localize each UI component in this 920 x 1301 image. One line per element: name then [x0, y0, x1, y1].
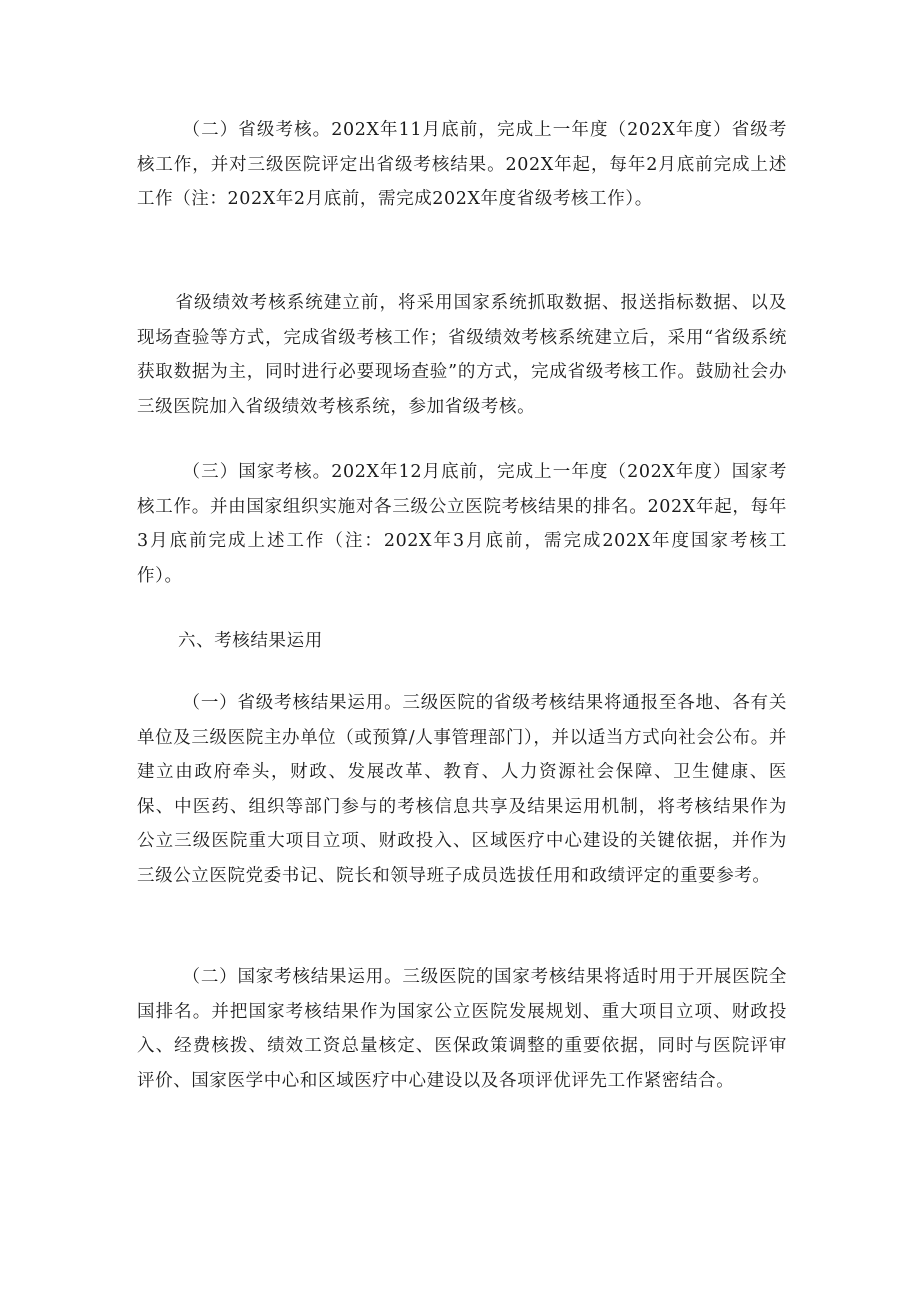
paragraph-national-assessment: （三）国家考核。202X年12月底前，完成上一年度（202X年度）国家考核工作。并由国家组织实施对各三级公立医院考核结果的排名。202X年起，每年3月底前完成上述工作（注：202X年3月底前，需完成202X年度国家考核工作）。: [137, 462, 787, 586]
section-heading-results-use: 六、考核结果运用: [178, 631, 323, 651]
paragraph-provincial-results-use: （一）省级考核结果运用。三级医院的省级考核结果将通报至各地、各有关单位及三级医院主办单位（或预算/人事管理部门），并以适当方式向社会公布。并建立由政府牵头，财政、发展改革、教育、人力资源社会保障、卫生健康、医保、中医药、组织等部门参与的考核信息共享及结果运用机制，将考核结果作为公立三级医院重大项目立项、财政投入、区域医疗中心建设的关键依据，并作为三级公立医院党委书记、院长和领导班子成员选拔任用和政绩评定的重要参考。: [137, 693, 787, 886]
paragraph-provincial-assessment: （二）省级考核。202X年11月底前，完成上一年度（202X年度）省级考核工作，并对三级医院评定出省级考核结果。202X年起，每年2月底前完成上述工作（注：202X年2月底前，需完成202X年度省级考核工作）。: [137, 120, 787, 209]
paragraph-provincial-system: 省级绩效考核系统建立前，将采用国家系统抓取数据、报送指标数据、以及现场查验等方式，完成省级考核工作；省级绩效考核系统建立后，采用“省级系统获取数据为主，同时进行必要现场查验”的方式，完成省级考核工作。鼓励社会办三级医院加入省级绩效考核系统，参加省级考核。: [137, 293, 787, 417]
paragraph-national-results-use: （二）国家考核结果运用。三级医院的国家考核结果将适时用于开展医院全国排名。并把国家考核结果作为国家公立医院发展规划、重大项目立项、财政投入、经费核拨、绩效工资总量核定、医保政策调整的重要依据，同时与医院评审评价、国家医学中心和区域医疗中心建设以及各项评优评先工作紧密结合。: [137, 967, 787, 1091]
